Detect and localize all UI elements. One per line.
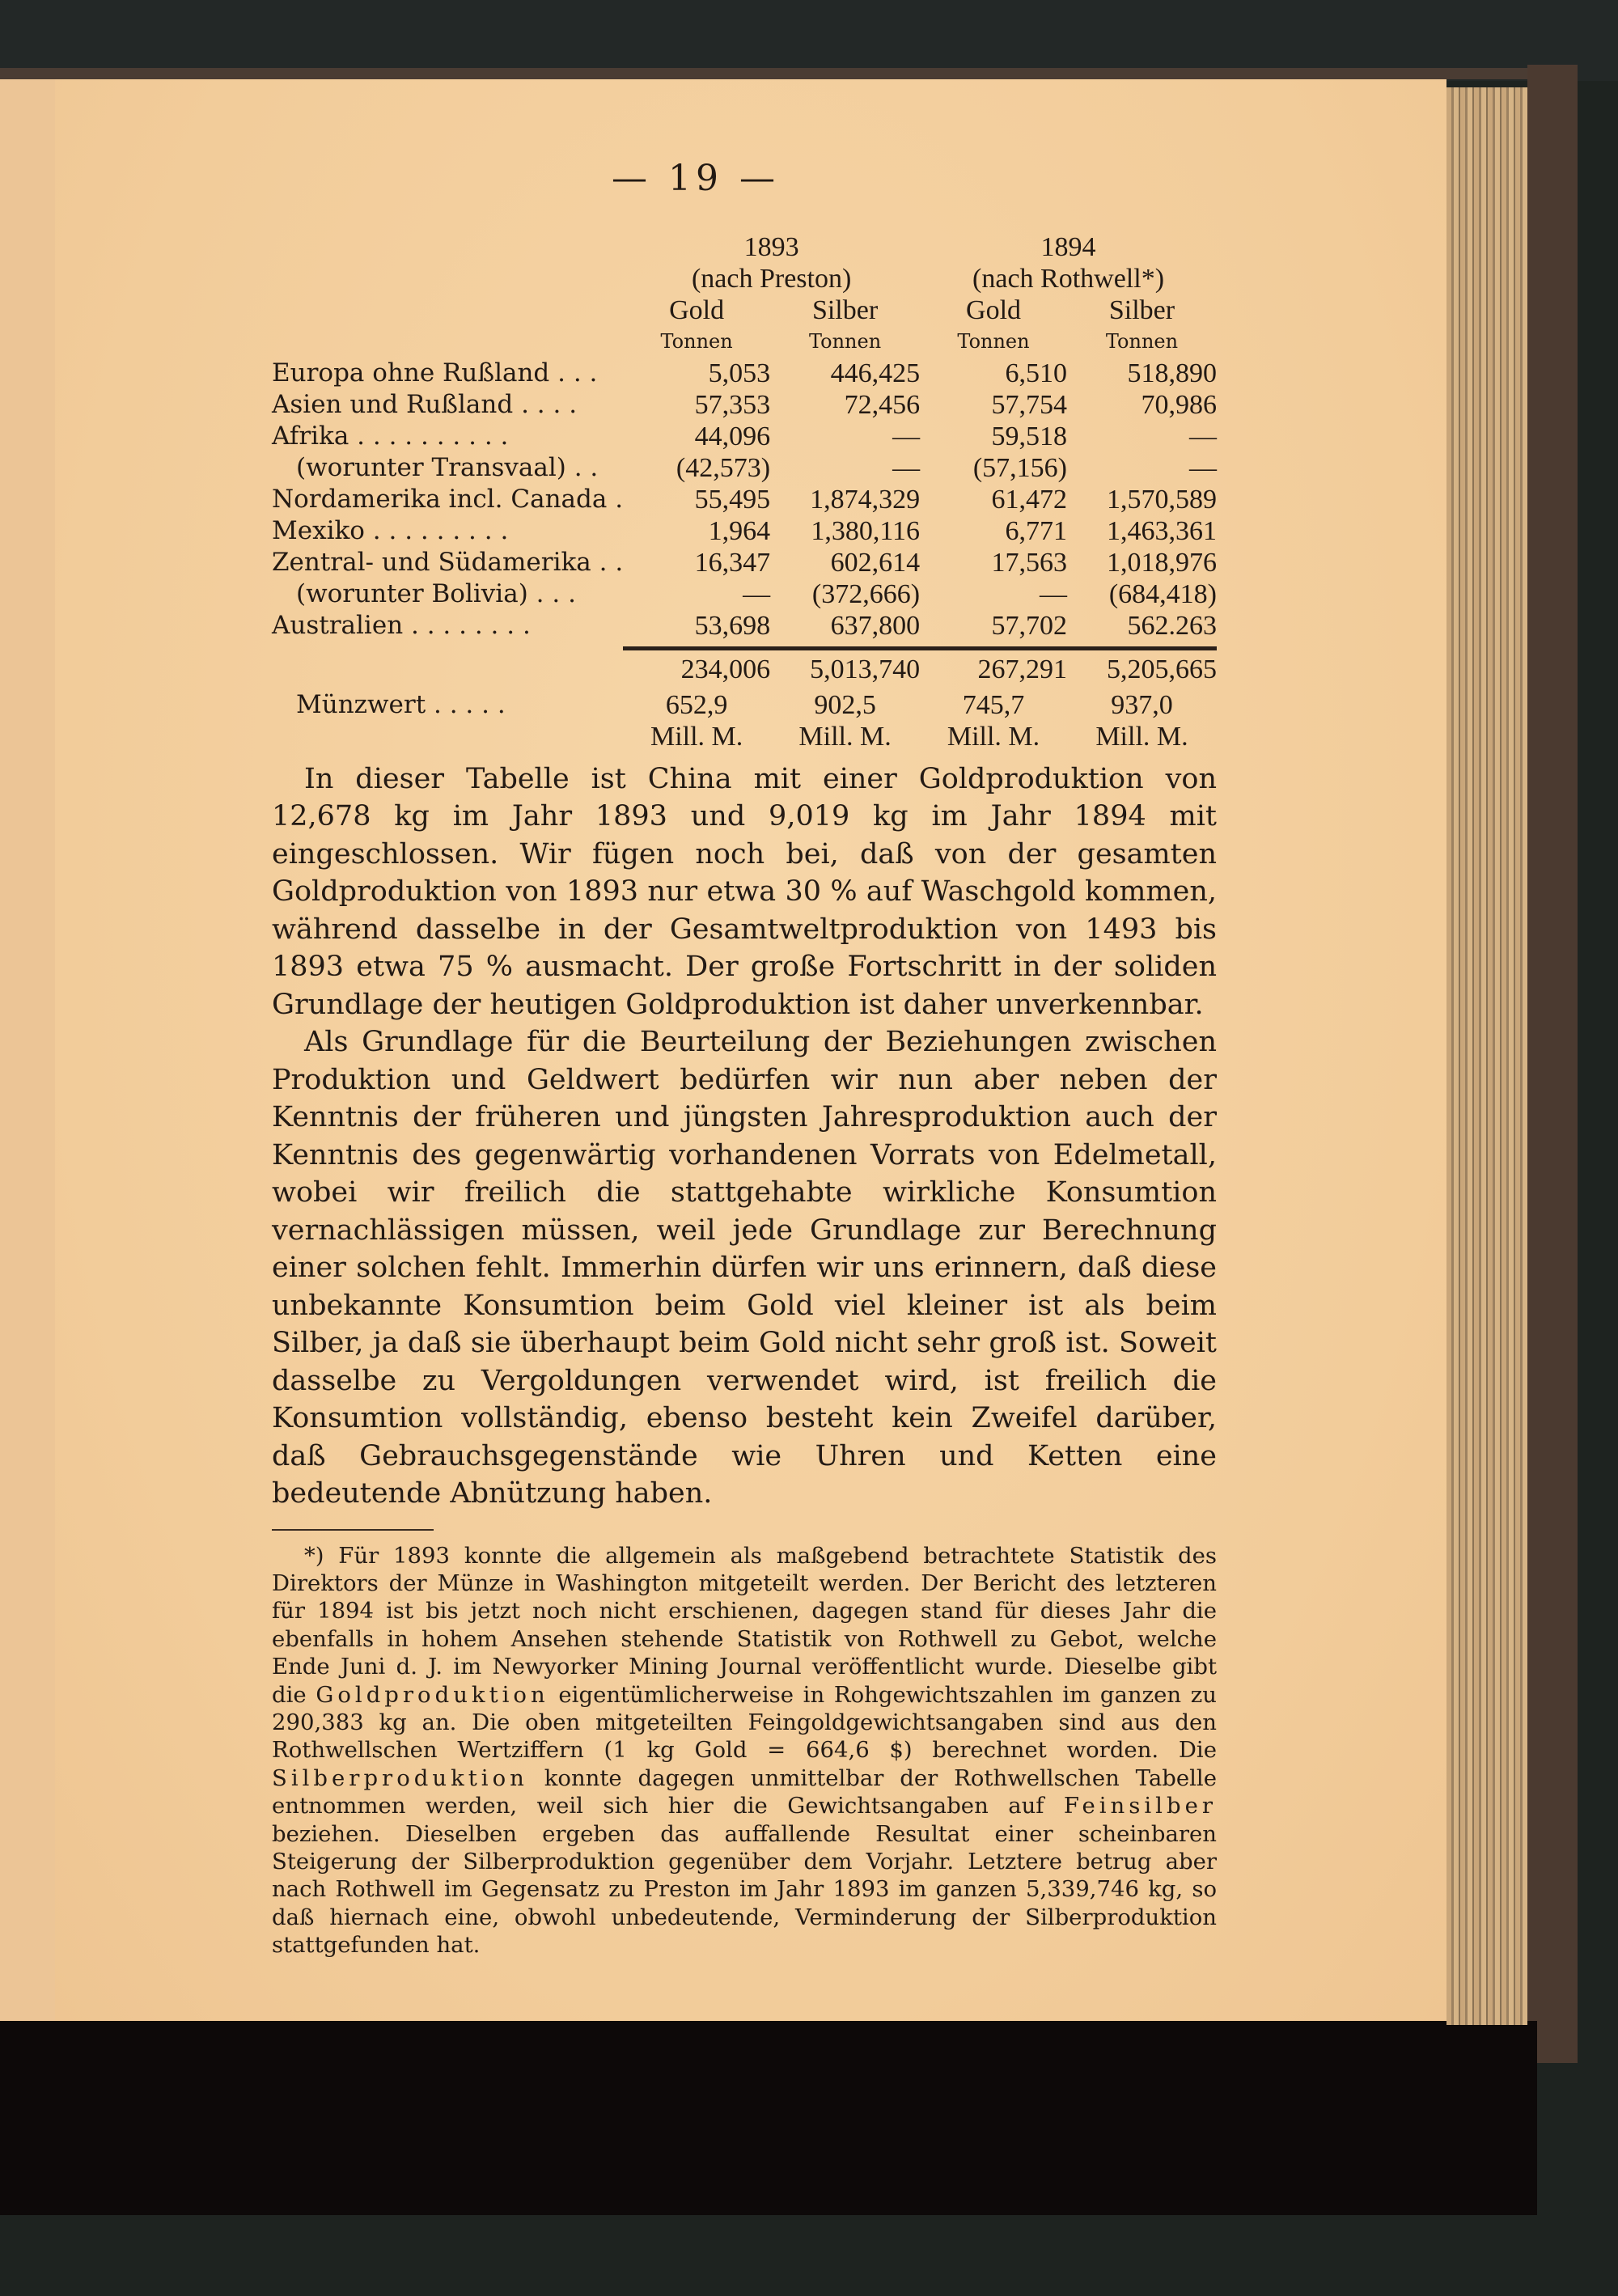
source-1894: (nach Rothwell*) xyxy=(972,264,1165,294)
row-label: (worunter Bolivia) . . . xyxy=(296,579,576,608)
cell: 70,986 xyxy=(1141,390,1217,420)
year-1893: 1893 xyxy=(743,232,799,262)
coin-value-label: Münzwert . . . . . xyxy=(296,689,506,719)
sum-rule xyxy=(272,642,1217,649)
row-label: (worunter Transvaal) . . xyxy=(296,453,599,482)
production-table xyxy=(272,231,1217,752)
cell: 57,353 xyxy=(694,390,771,420)
page-content xyxy=(272,158,1217,1959)
table-row xyxy=(272,452,1217,484)
cell: 1,570,589 xyxy=(1107,485,1217,515)
footnote-text: eigentümlicherweise in Rohgewichtszahlen im ganzen zu 290,383 kg an. Die oben mitgeteilten Feingoldgewichtsangaben sind aus den Rothwellschen Wertziffern (1 kg Gold = 664,6 $) berechnet worden. Die xyxy=(272,1681,1217,1764)
col-header: Gold xyxy=(669,295,725,325)
col-header: Gold xyxy=(966,295,1022,325)
row-label: Europa ohne Rußland . . . xyxy=(272,358,598,388)
coin-value-cell: 652,9 xyxy=(665,689,728,720)
total-cell: 267,291 xyxy=(977,654,1067,685)
col-unit: Tonnen xyxy=(660,330,733,353)
cell: — xyxy=(1189,453,1217,483)
coin-value-cell: 902,5 xyxy=(814,689,876,720)
footnote-emphasis: Silberproduktion xyxy=(272,1764,528,1791)
row-label: Afrika . . . . . . . . . . xyxy=(272,421,509,451)
footnote-text: Für 1893 konnte die allgemein als maßgebend betrachtete Statistik des Direktors der Münze in Washington mitgeteilt werden. Der Bericht des letzteren für 1894 ist bis jetzt noch nicht erschienen, dagegen stand für dieses Jahr die ebenfalls in hohem Ansehen stehende Statistik von Rothwell zu Gebot, welche Ende Juni d. J. im Newyorker Mining Journal veröffentlicht wurde. Dieselbe gibt die xyxy=(272,1542,1217,1708)
page-number: — 19 — xyxy=(612,158,780,199)
paragraph: Als Grundlage für die Beurteilung der Beziehungen zwischen Produktion und Geldwert bedürfen wir nun aber neben der Kenntnis der früheren und jüngsten Jahresproduktion auch der Kenntnis des gegenwärtig vorhandenen Vorrats von Edelmetall, wobei wir freilich die stattgehabte wirkliche Konsumtion vernachlässigen müssen, weil jede Grundlage zur Berechnung einer solchen fehlt. Immerhin dürfen wir uns erinnern, daß diese unbekannte Konsumtion beim Gold viel kleiner ist als beim Silber, ja daß sie überhaupt beim Gold nicht sehr groß ist. Soweit dasselbe zu Vergoldungen verwendet wird, ist freilich die Konsumtion vollständig, ebenso besteht kein Zweifel darüber, daß Gebrauchsgegenstände wie Uhren und Ketten eine bedeutende Abnützung haben. xyxy=(272,1026,1217,1510)
cell: 1,018,976 xyxy=(1107,548,1217,578)
col-unit: Tonnen xyxy=(808,330,882,353)
coin-unit: Mill. M. xyxy=(650,721,743,752)
footnote-divider xyxy=(272,1529,434,1531)
book-cover-right xyxy=(1527,65,1578,2063)
coin-value-row xyxy=(272,689,1217,721)
cell: — xyxy=(892,453,921,483)
cell: — xyxy=(892,421,921,451)
cell: — xyxy=(1189,421,1217,451)
cell: 44,096 xyxy=(694,421,771,451)
col-header: Silber xyxy=(811,295,879,325)
col-unit: Tonnen xyxy=(1105,330,1179,353)
col-unit: Tonnen xyxy=(957,330,1030,353)
paragraph: In dieser Tabelle ist China mit einer Goldproduktion von 12,678 kg im Jahr 1893 und 9,019 kg im Jahr 1894 mit eingeschlossen. Wir fügen noch bei, daß von der gesamten Goldproduktion von 1893 nur etwa 30 % auf Waschgold kommen, während dasselbe in der Gesamtweltproduktion von 1493 bis 1893 etwa 75 % ausmacht. Der große Fortschritt in der soliden Grundlage der heutigen Goldproduktion ist daher unverkennbar. xyxy=(272,762,1217,1021)
cell: (42,573) xyxy=(676,453,771,483)
table-row xyxy=(272,389,1217,421)
table-row xyxy=(272,421,1217,452)
cell: 1,874,329 xyxy=(810,485,921,515)
book-shadow-bottom xyxy=(0,2021,1537,2215)
cell: 6,771 xyxy=(1005,516,1067,546)
year-header-row xyxy=(272,231,1217,263)
total-cell: 5,205,665 xyxy=(1107,654,1217,685)
year-1894: 1894 xyxy=(1040,232,1096,262)
coin-unit: Mill. M. xyxy=(947,721,1040,752)
source-1893: (nach Preston) xyxy=(691,264,852,294)
cell: 1,463,361 xyxy=(1107,516,1217,546)
row-label: Zentral- und Südamerika . . xyxy=(272,548,624,577)
cell: 602,614 xyxy=(830,548,921,578)
table-row xyxy=(272,610,1217,642)
page-stack-edge xyxy=(1446,87,1527,2025)
cell: 17,563 xyxy=(991,548,1067,578)
cell: 61,472 xyxy=(991,485,1067,515)
cell: 57,754 xyxy=(991,390,1067,420)
footnote xyxy=(272,1542,1217,1959)
cell: (372,666) xyxy=(811,579,921,609)
table-row xyxy=(272,578,1217,610)
coin-unit: Mill. M. xyxy=(1095,721,1188,752)
col-header: Silber xyxy=(1108,295,1175,325)
cell: 518,890 xyxy=(1127,358,1217,388)
metal-header-row xyxy=(272,294,1217,326)
cell: 72,456 xyxy=(844,390,921,420)
coin-unit: Mill. M. xyxy=(798,721,892,752)
footnote-text: beziehen. Dieselben ergeben das auffallende Resultat einer scheinbaren Steigerung der Silberproduktion gegenüber dem Vorjahr. Letztere betrug aber nach Rothwell im Gegensatz zu Preston im Jahr 1893 im ganzen 5,339,746 kg, so daß hiernach eine, obwohl unbedeutende, Verminderung der Silberproduktion stattgefunden hat. xyxy=(272,1820,1217,1959)
cell: 59,518 xyxy=(991,421,1067,451)
cell: 637,800 xyxy=(830,611,921,641)
table-row xyxy=(272,515,1217,547)
coin-unit-row xyxy=(272,721,1217,752)
footnote-marker: *) xyxy=(304,1542,324,1569)
row-label: Asien und Rußland . . . . xyxy=(272,390,578,419)
row-label: Mexiko . . . . . . . . . xyxy=(272,516,509,545)
table-row xyxy=(272,547,1217,578)
footnote-emphasis: Goldproduktion xyxy=(316,1681,549,1708)
left-page-edge xyxy=(0,79,57,2021)
cell: 1,964 xyxy=(708,516,771,546)
coin-value-cell: 745,7 xyxy=(962,689,1025,720)
cell: 562.263 xyxy=(1127,611,1217,641)
cell: — xyxy=(1039,579,1067,609)
cell: 57,702 xyxy=(991,611,1067,641)
cell: 16,347 xyxy=(694,548,771,578)
body-text xyxy=(272,760,1217,1513)
footnote-emphasis: Feinsilber xyxy=(1063,1793,1217,1819)
source-header-row xyxy=(272,263,1217,294)
cell: 5,053 xyxy=(708,358,771,388)
cell: — xyxy=(743,579,771,609)
cell: 1,380,116 xyxy=(811,516,921,546)
coin-value-cell: 937,0 xyxy=(1111,689,1173,720)
cell: (684,418) xyxy=(1108,579,1217,609)
row-label: Australien . . . . . . . . xyxy=(272,611,531,640)
unit-header-row xyxy=(272,326,1217,358)
total-cell: 234,006 xyxy=(680,654,771,685)
totals-row xyxy=(272,649,1217,689)
cell: 55,495 xyxy=(694,485,771,515)
cell: 6,510 xyxy=(1005,358,1067,388)
table-row xyxy=(272,484,1217,515)
footnote-text: konnte dagegen unmittelbar der Rothwellschen Tabelle entnommen werden, weil sich hier die Gewichtsangaben auf xyxy=(272,1764,1218,1819)
table-row xyxy=(272,358,1217,389)
cover-edge xyxy=(0,68,1529,79)
row-label: Nordamerika incl. Canada . xyxy=(272,485,624,514)
cell: 446,425 xyxy=(830,358,921,388)
total-cell: 5,013,740 xyxy=(810,654,921,685)
cell: 53,698 xyxy=(694,611,771,641)
cell: (57,156) xyxy=(972,453,1067,483)
